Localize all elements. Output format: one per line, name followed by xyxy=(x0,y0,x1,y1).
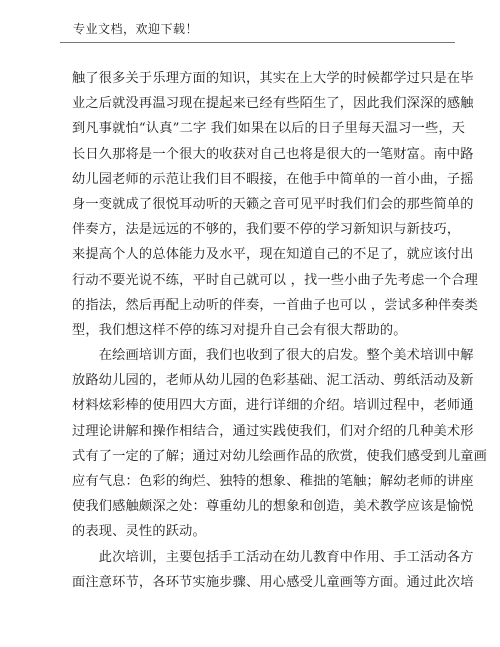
text-line: 身一变就成了很悦耳动听的天籁之音可见平时我们们会的那些简单的 xyxy=(72,196,474,212)
text-line: 式有了一定的了解；通过对幼儿绘画作品的欣赏，使我们感受到儿童画 xyxy=(72,448,488,464)
paragraph-music xyxy=(72,66,479,343)
text-line: 到凡事就怕“认真”二字 我们如果在以后的日子里每天温习一些，天 xyxy=(72,121,466,137)
document-header-text: 专业文档，欢迎下载！ xyxy=(73,22,199,36)
document-body xyxy=(72,66,488,595)
text-line: 幼儿园老师的示范让我们目不暇接，在他手中简单的一首小曲，子摇 xyxy=(72,171,474,187)
header-divider xyxy=(60,42,455,43)
text-line: 放路幼儿园的，老师从幼儿园的色彩基础、泥工活动、剪纸活动及新 xyxy=(72,373,474,389)
text-line: 此次培训，主要包括手工活动在幼儿教育中作用、手工活动各方 xyxy=(72,549,474,565)
text-line: 的表现、灵性的跃动。 xyxy=(72,524,206,540)
text-line: 材料炫彩棒的使用四大方面，进行详细的介绍。培训过程中，老师通 xyxy=(72,398,474,414)
text-line: 应有气息：色彩的绚烂、独特的想象、稚拙的笔触；解幼老师的讲座 xyxy=(72,474,474,489)
text-line: 面注意环节，各环节实施步骤、用心感受儿童画等方面。通过此次培 xyxy=(72,574,474,590)
text-line: 来提高个人的总体能力及水平，现在知道自己的不足了，就应该付出 xyxy=(72,247,474,263)
text-line: 行动不要光说不练，平时自己就可以 ，找一些小曲子先考虑一个合理 xyxy=(72,272,479,288)
text-line: 型，我们想这样不停的练习对提升自己会有很大帮助的。 xyxy=(72,322,407,338)
text-line: 长日久那将是一个很大的收获对自己也将是很大的一笔财富。南中路 xyxy=(72,146,474,162)
paragraph-training xyxy=(72,545,474,595)
text-line: 在绘画培训方面，我们也收到了很大的启发。整个美术培训中解 xyxy=(72,348,474,364)
text-line: 使我们感触颇深之处：尊重幼儿的想象和创造，美术教学应该是愉悦 xyxy=(72,499,474,515)
text-line: 的指法，然后再配上动听的伴奏，一首曲子也可以 ，尝试多种伴奏类 xyxy=(72,297,479,313)
paragraph-art xyxy=(72,343,488,545)
text-line: 触了很多关于乐理方面的知识，其实在上大学的时候都学过只是在毕 xyxy=(72,71,474,86)
text-line: 过理论讲解和操作相结合，通过实践使我们，们对介绍的几种美术形 xyxy=(72,423,474,439)
text-line: 伴奏方，法是远远的不够的，我们要不停的学习新知识与新技巧， xyxy=(72,222,461,238)
text-line: 业之后就没再温习现在提起来已经有些陌生了，因此我们深深的感触 xyxy=(72,96,474,112)
